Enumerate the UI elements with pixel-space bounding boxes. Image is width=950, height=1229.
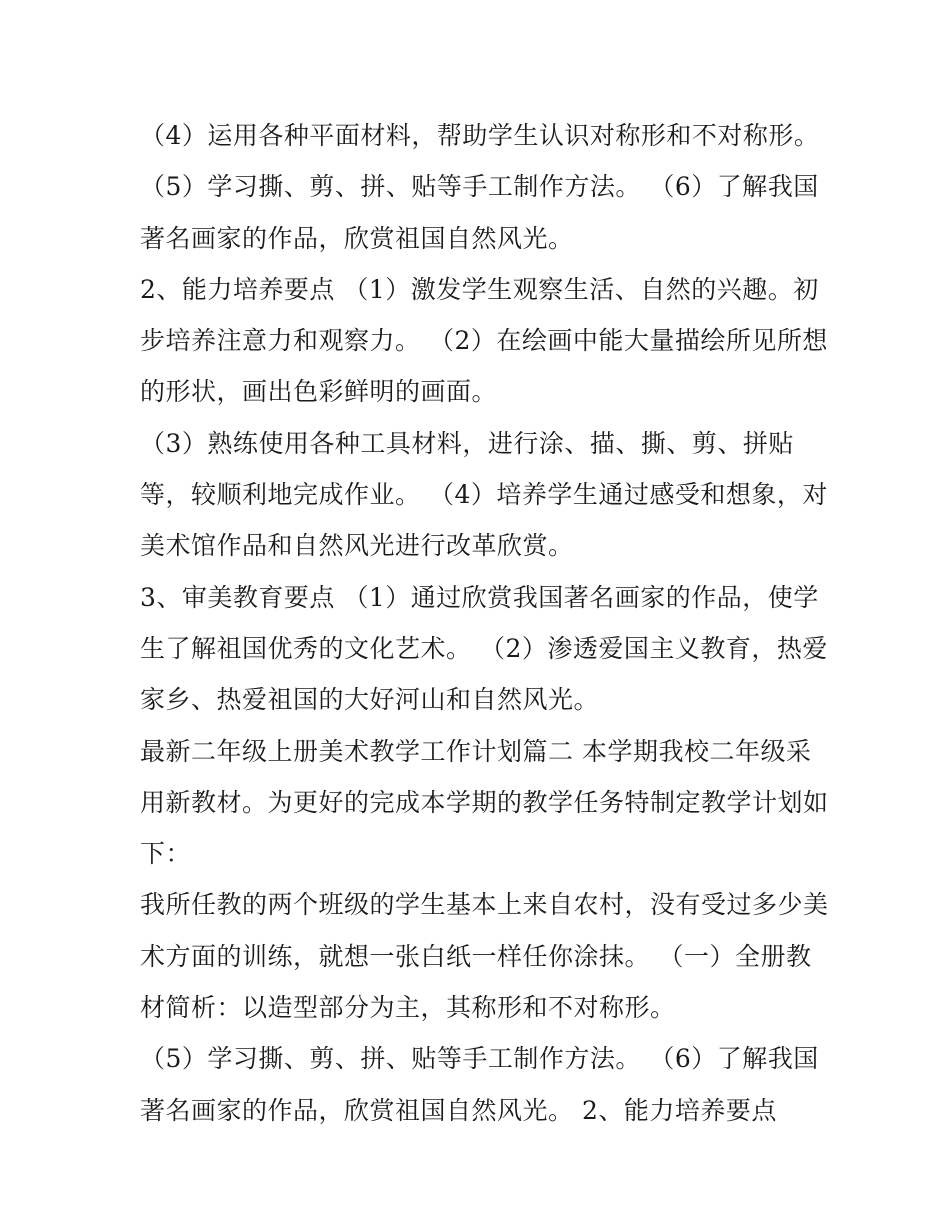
text-line: 用新教材。为更好的完成本学期的教学任务特制定教学计划如 <box>140 787 829 817</box>
text-line: 下： <box>140 839 192 869</box>
text-line: 等，较顺利地完成作业。 （4）培养学生通过感受和想象，对 <box>140 480 828 510</box>
document-body <box>140 110 830 1136</box>
text-line: （5）学习撕、剪、拼、贴等手工制作方法。 （6）了解我国 <box>140 172 819 202</box>
text-line: 生了解祖国优秀的文化艺术。 （2）渗透爱国主义教育，热爱 <box>140 633 828 663</box>
text-line: 步培养注意力和观察力。 （2）在绘画中能大量描绘所见所想 <box>140 326 828 356</box>
text-line: 我所任教的两个班级的学生基本上来自农村，没有受过多少美 <box>140 890 829 920</box>
text-line: 著名画家的作品，欣赏祖国自然风光。 2、能力培养要点 <box>140 1095 777 1125</box>
text-line: 著名画家的作品，欣赏祖国自然风光。 <box>140 223 574 253</box>
text-line: （4）运用各种平面材料，帮助学生认识对称形和不对称形。 <box>140 121 820 150</box>
text-line: 的形状，画出色彩鲜明的画面。 <box>140 377 498 407</box>
text-line: （3）熟练使用各种工具材料，进行涂、描、撕、剪、拼贴 <box>140 428 794 458</box>
text-line: 材简析：以造型部分为主，其称形和不对称形。 <box>140 993 676 1023</box>
text-line: 最新二年级上册美术教学工作计划篇二 本学期我校二年级采 <box>140 736 812 766</box>
text-line: 美术馆作品和自然风光进行改革欣赏。 <box>140 531 574 561</box>
text-line: 术方面的训练，就想一张白纸一样任你涂抹。 （一）全册教 <box>140 941 812 971</box>
text-line: （5）学习撕、剪、拼、贴等手工制作方法。 （6）了解我国 <box>140 1044 819 1074</box>
text-line: 3、审美教育要点 （1）通过欣赏我国著名画家的作品，使学 <box>140 582 819 612</box>
text-line: 2、能力培养要点 （1）激发学生观察生活、自然的兴趣。初 <box>140 274 819 304</box>
text-line: 家乡、热爱祖国的大好河山和自然风光。 <box>140 685 600 715</box>
